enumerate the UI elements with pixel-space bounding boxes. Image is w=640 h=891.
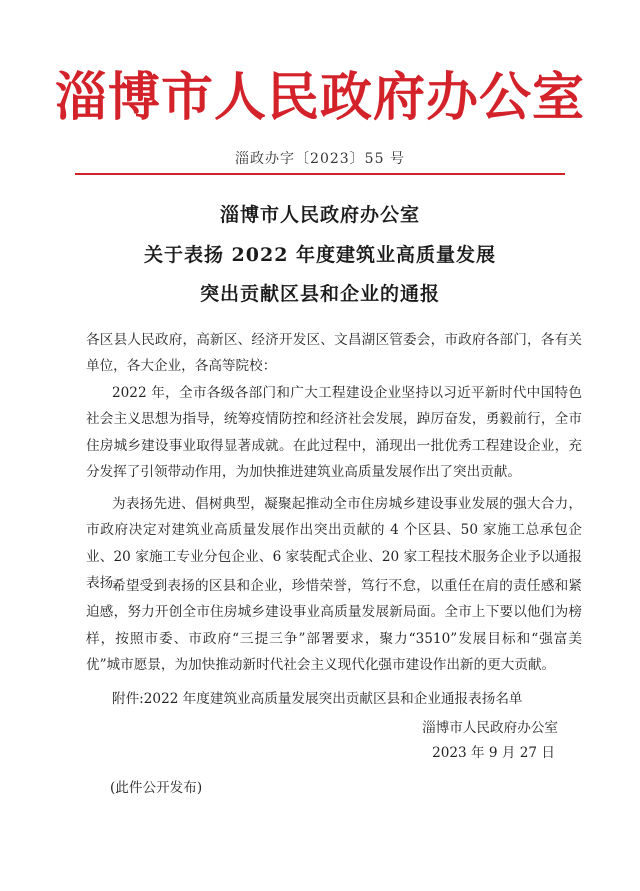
release-note: (此件公开发布) — [110, 780, 203, 796]
attachment-line: 附件:2022 年度建筑业高质量发展突出贡献区县和企业通报表扬名单 — [112, 691, 523, 707]
notice-title-line-1: 淄博市人民政府办公室 — [219, 204, 420, 226]
red-separator-line — [75, 173, 565, 175]
document-number: 淄政办字〔2023〕55 号 — [235, 151, 405, 167]
masthead-title: 淄博市人民政府办公室 — [54, 67, 585, 128]
paragraph-3: 希望受到表扬的区县和企业，珍惜荣誉，笃行不怠，以重任在肩的责任感和紧迫感，努力开创全市住房城乡建设事业高质量发展新局面。全市上下要以他们为榜样，按照市委、市政府“三提三争”部署要求，聚力“3510”发展目标和“强富美优”城市愿景，为加快推动新时代社会主义现代化强市建设作出新的更大贡献。 — [86, 578, 582, 673]
paragraph-1: 2022 年，全市各级各部门和广大工程建设企业坚持以习近平新时代中国特色社会主义思想为指导，统筹疫情防控和经济社会发展，踔厉奋发，勇毅前行，全市住房城乡建设事业取得显著成就。在此过程中，涌现出一批优秀工程建设企业，充分发挥了引领带动作用，为加快推进建筑业高质量发展作出了突出贡献。 — [86, 385, 582, 480]
addressee: 各区县人民政府，高新区、经济开发区、文昌湖区管委会，市政府各部门，各有关单位，各大企业，各高等院校： — [86, 332, 582, 375]
notice-title-line-3: 突出贡献区县和企业的通报 — [199, 283, 440, 305]
notice-title-line-2: 关于表扬 2022 年度建筑业高质量发展 — [143, 244, 497, 266]
signature-organization: 淄博市人民政府办公室 — [422, 720, 558, 736]
signature-date: 2023 年 9 月 27 日 — [432, 745, 555, 761]
paragraph-2: 为表扬先进、倡树典型，凝聚起推动全市住房城乡建设事业发展的强大合力，市政府决定对建筑业高质量发展作出突出贡献的 4 个区县、50 家施工总承包企业、20 家施工专业分包企业、6 家装配式企业、20 家工程技术服务企业予以通报表扬。 — [86, 496, 582, 591]
